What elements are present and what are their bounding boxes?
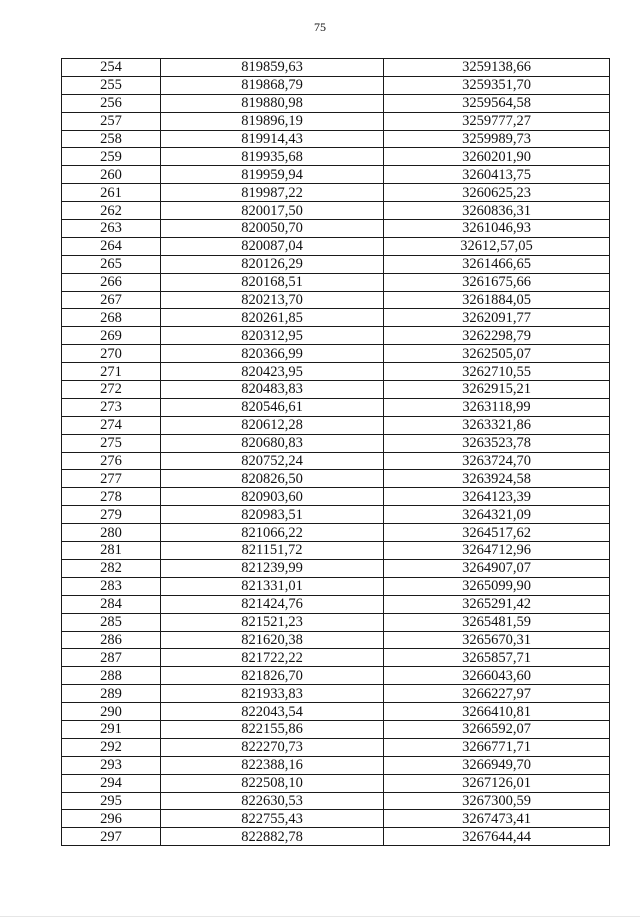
point-number-cell: 288 [62,667,161,685]
table-row [62,202,610,220]
table-row [62,255,610,273]
table-row [62,237,610,255]
table-row [62,631,610,649]
table-row [62,810,610,828]
x-coordinate-cell: 820612,28 [161,416,384,434]
table-row [62,542,610,560]
y-coordinate-cell: 3259989,73 [384,130,610,148]
table-row [62,756,610,774]
x-coordinate-cell: 822508,10 [161,774,384,792]
table-row [62,398,610,416]
y-coordinate-cell: 3263118,99 [384,398,610,416]
table-row [62,452,610,470]
x-coordinate-cell: 820168,51 [161,273,384,291]
coordinates-table [61,58,610,846]
table-row [62,470,610,488]
point-number-cell: 297 [62,828,161,846]
point-number-cell: 281 [62,542,161,560]
point-number-cell: 261 [62,184,161,202]
x-coordinate-cell: 820312,95 [161,327,384,345]
y-coordinate-cell: 3265291,42 [384,595,610,613]
y-coordinate-cell: 3266410,81 [384,703,610,721]
point-number-cell: 286 [62,631,161,649]
y-coordinate-cell: 3265481,59 [384,613,610,631]
table-row [62,76,610,94]
y-coordinate-cell: 3264907,07 [384,559,610,577]
point-number-cell: 283 [62,577,161,595]
point-number-cell: 268 [62,309,161,327]
scan-edge-line [0,916,640,917]
x-coordinate-cell: 821521,23 [161,613,384,631]
coordinates-table-body [62,59,610,846]
table-row [62,524,610,542]
table-row [62,130,610,148]
point-number-cell: 285 [62,613,161,631]
y-coordinate-cell: 3267126,01 [384,774,610,792]
table-row [62,273,610,291]
x-coordinate-cell: 821424,76 [161,595,384,613]
point-number-cell: 294 [62,774,161,792]
table-row [62,291,610,309]
table-row [62,434,610,452]
y-coordinate-cell: 3266592,07 [384,720,610,738]
point-number-cell: 271 [62,363,161,381]
x-coordinate-cell: 820826,50 [161,470,384,488]
x-coordinate-cell: 820983,51 [161,506,384,524]
point-number-cell: 266 [62,273,161,291]
y-coordinate-cell: 3266949,70 [384,756,610,774]
page-number: 75 [314,20,326,34]
table-row [62,577,610,595]
x-coordinate-cell: 820261,85 [161,309,384,327]
y-coordinate-cell: 3263724,70 [384,452,610,470]
y-coordinate-cell: 3262710,55 [384,363,610,381]
x-coordinate-cell: 821933,83 [161,685,384,703]
x-coordinate-cell: 819959,94 [161,166,384,184]
x-coordinate-cell: 821620,38 [161,631,384,649]
point-number-cell: 262 [62,202,161,220]
y-coordinate-cell: 3266043,60 [384,667,610,685]
table-row [62,59,610,77]
y-coordinate-cell: 3267300,59 [384,792,610,810]
x-coordinate-cell: 822388,16 [161,756,384,774]
y-coordinate-cell: 3259351,70 [384,76,610,94]
point-number-cell: 264 [62,237,161,255]
x-coordinate-cell: 820680,83 [161,434,384,452]
point-number-cell: 260 [62,166,161,184]
x-coordinate-cell: 822155,86 [161,720,384,738]
y-coordinate-cell: 3267644,44 [384,828,610,846]
x-coordinate-cell: 820017,50 [161,202,384,220]
table-row [62,685,610,703]
x-coordinate-cell: 820087,04 [161,237,384,255]
y-coordinate-cell: 3261046,93 [384,220,610,238]
table-row [62,595,610,613]
point-number-cell: 277 [62,470,161,488]
x-coordinate-cell: 820903,60 [161,488,384,506]
x-coordinate-cell: 820483,83 [161,381,384,399]
x-coordinate-cell: 821826,70 [161,667,384,685]
y-coordinate-cell: 3264321,09 [384,506,610,524]
y-coordinate-cell: 3263924,58 [384,470,610,488]
x-coordinate-cell: 820050,70 [161,220,384,238]
x-coordinate-cell: 822882,78 [161,828,384,846]
y-coordinate-cell: 3264123,39 [384,488,610,506]
table-row [62,828,610,846]
x-coordinate-cell: 820126,29 [161,255,384,273]
point-number-cell: 272 [62,381,161,399]
table-row [62,345,610,363]
point-number-cell: 254 [62,59,161,77]
point-number-cell: 273 [62,398,161,416]
y-coordinate-cell: 3259777,27 [384,112,610,130]
x-coordinate-cell: 822270,73 [161,738,384,756]
y-coordinate-cell: 3263321,86 [384,416,610,434]
y-coordinate-cell: 3263523,78 [384,434,610,452]
point-number-cell: 295 [62,792,161,810]
table-row [62,720,610,738]
x-coordinate-cell: 821239,99 [161,559,384,577]
point-number-cell: 256 [62,94,161,112]
x-coordinate-cell: 820423,95 [161,363,384,381]
table-row [62,381,610,399]
y-coordinate-cell: 3262298,79 [384,327,610,345]
table-row [62,220,610,238]
table-row [62,738,610,756]
x-coordinate-cell: 819859,63 [161,59,384,77]
point-number-cell: 267 [62,291,161,309]
point-number-cell: 275 [62,434,161,452]
point-number-cell: 257 [62,112,161,130]
point-number-cell: 287 [62,649,161,667]
point-number-cell: 265 [62,255,161,273]
x-coordinate-cell: 822043,54 [161,703,384,721]
y-coordinate-cell: 3266227,97 [384,685,610,703]
table-row [62,327,610,345]
y-coordinate-cell: 3260201,90 [384,148,610,166]
point-number-cell: 263 [62,220,161,238]
y-coordinate-cell: 3261466,65 [384,255,610,273]
table-row [62,506,610,524]
y-coordinate-cell: 3261884,05 [384,291,610,309]
y-coordinate-cell: 3267473,41 [384,810,610,828]
y-coordinate-cell: 3266771,71 [384,738,610,756]
point-number-cell: 279 [62,506,161,524]
x-coordinate-cell: 821151,72 [161,542,384,560]
x-coordinate-cell: 822630,53 [161,792,384,810]
x-coordinate-cell: 819935,68 [161,148,384,166]
table-row [62,416,610,434]
table-row [62,488,610,506]
point-number-cell: 255 [62,76,161,94]
table-row [62,148,610,166]
table-row [62,649,610,667]
point-number-cell: 282 [62,559,161,577]
y-coordinate-cell: 3264712,96 [384,542,610,560]
point-number-cell: 270 [62,345,161,363]
y-coordinate-cell: 3262505,07 [384,345,610,363]
table-row [62,166,610,184]
y-coordinate-cell: 3264517,62 [384,524,610,542]
y-coordinate-cell: 3265857,71 [384,649,610,667]
x-coordinate-cell: 820366,99 [161,345,384,363]
table-row [62,309,610,327]
y-coordinate-cell: 3260625,23 [384,184,610,202]
table-row [62,112,610,130]
x-coordinate-cell: 820546,61 [161,398,384,416]
table-row [62,703,610,721]
y-coordinate-cell: 3260836,31 [384,202,610,220]
point-number-cell: 269 [62,327,161,345]
point-number-cell: 259 [62,148,161,166]
x-coordinate-cell: 821066,22 [161,524,384,542]
point-number-cell: 289 [62,685,161,703]
x-coordinate-cell: 819868,79 [161,76,384,94]
table-row [62,94,610,112]
y-coordinate-cell: 3260413,75 [384,166,610,184]
table-row [62,774,610,792]
table-row [62,363,610,381]
x-coordinate-cell: 820213,70 [161,291,384,309]
table-row [62,792,610,810]
x-coordinate-cell: 819896,19 [161,112,384,130]
x-coordinate-cell: 819914,43 [161,130,384,148]
point-number-cell: 290 [62,703,161,721]
point-number-cell: 278 [62,488,161,506]
table-row [62,667,610,685]
point-number-cell: 280 [62,524,161,542]
x-coordinate-cell: 821331,01 [161,577,384,595]
x-coordinate-cell: 821722,22 [161,649,384,667]
y-coordinate-cell: 3261675,66 [384,273,610,291]
y-coordinate-cell: 3262091,77 [384,309,610,327]
y-coordinate-cell: 3259564,58 [384,94,610,112]
table-row [62,559,610,577]
y-coordinate-cell: 3265670,31 [384,631,610,649]
y-coordinate-cell: 3259138,66 [384,59,610,77]
x-coordinate-cell: 820752,24 [161,452,384,470]
point-number-cell: 292 [62,738,161,756]
point-number-cell: 291 [62,720,161,738]
point-number-cell: 258 [62,130,161,148]
y-coordinate-cell: 3265099,90 [384,577,610,595]
point-number-cell: 276 [62,452,161,470]
x-coordinate-cell: 819987,22 [161,184,384,202]
y-coordinate-cell: 32612,57,05 [384,237,610,255]
x-coordinate-cell: 819880,98 [161,94,384,112]
x-coordinate-cell: 822755,43 [161,810,384,828]
table-row [62,184,610,202]
y-coordinate-cell: 3262915,21 [384,381,610,399]
point-number-cell: 296 [62,810,161,828]
table-row [62,613,610,631]
point-number-cell: 293 [62,756,161,774]
point-number-cell: 284 [62,595,161,613]
point-number-cell: 274 [62,416,161,434]
